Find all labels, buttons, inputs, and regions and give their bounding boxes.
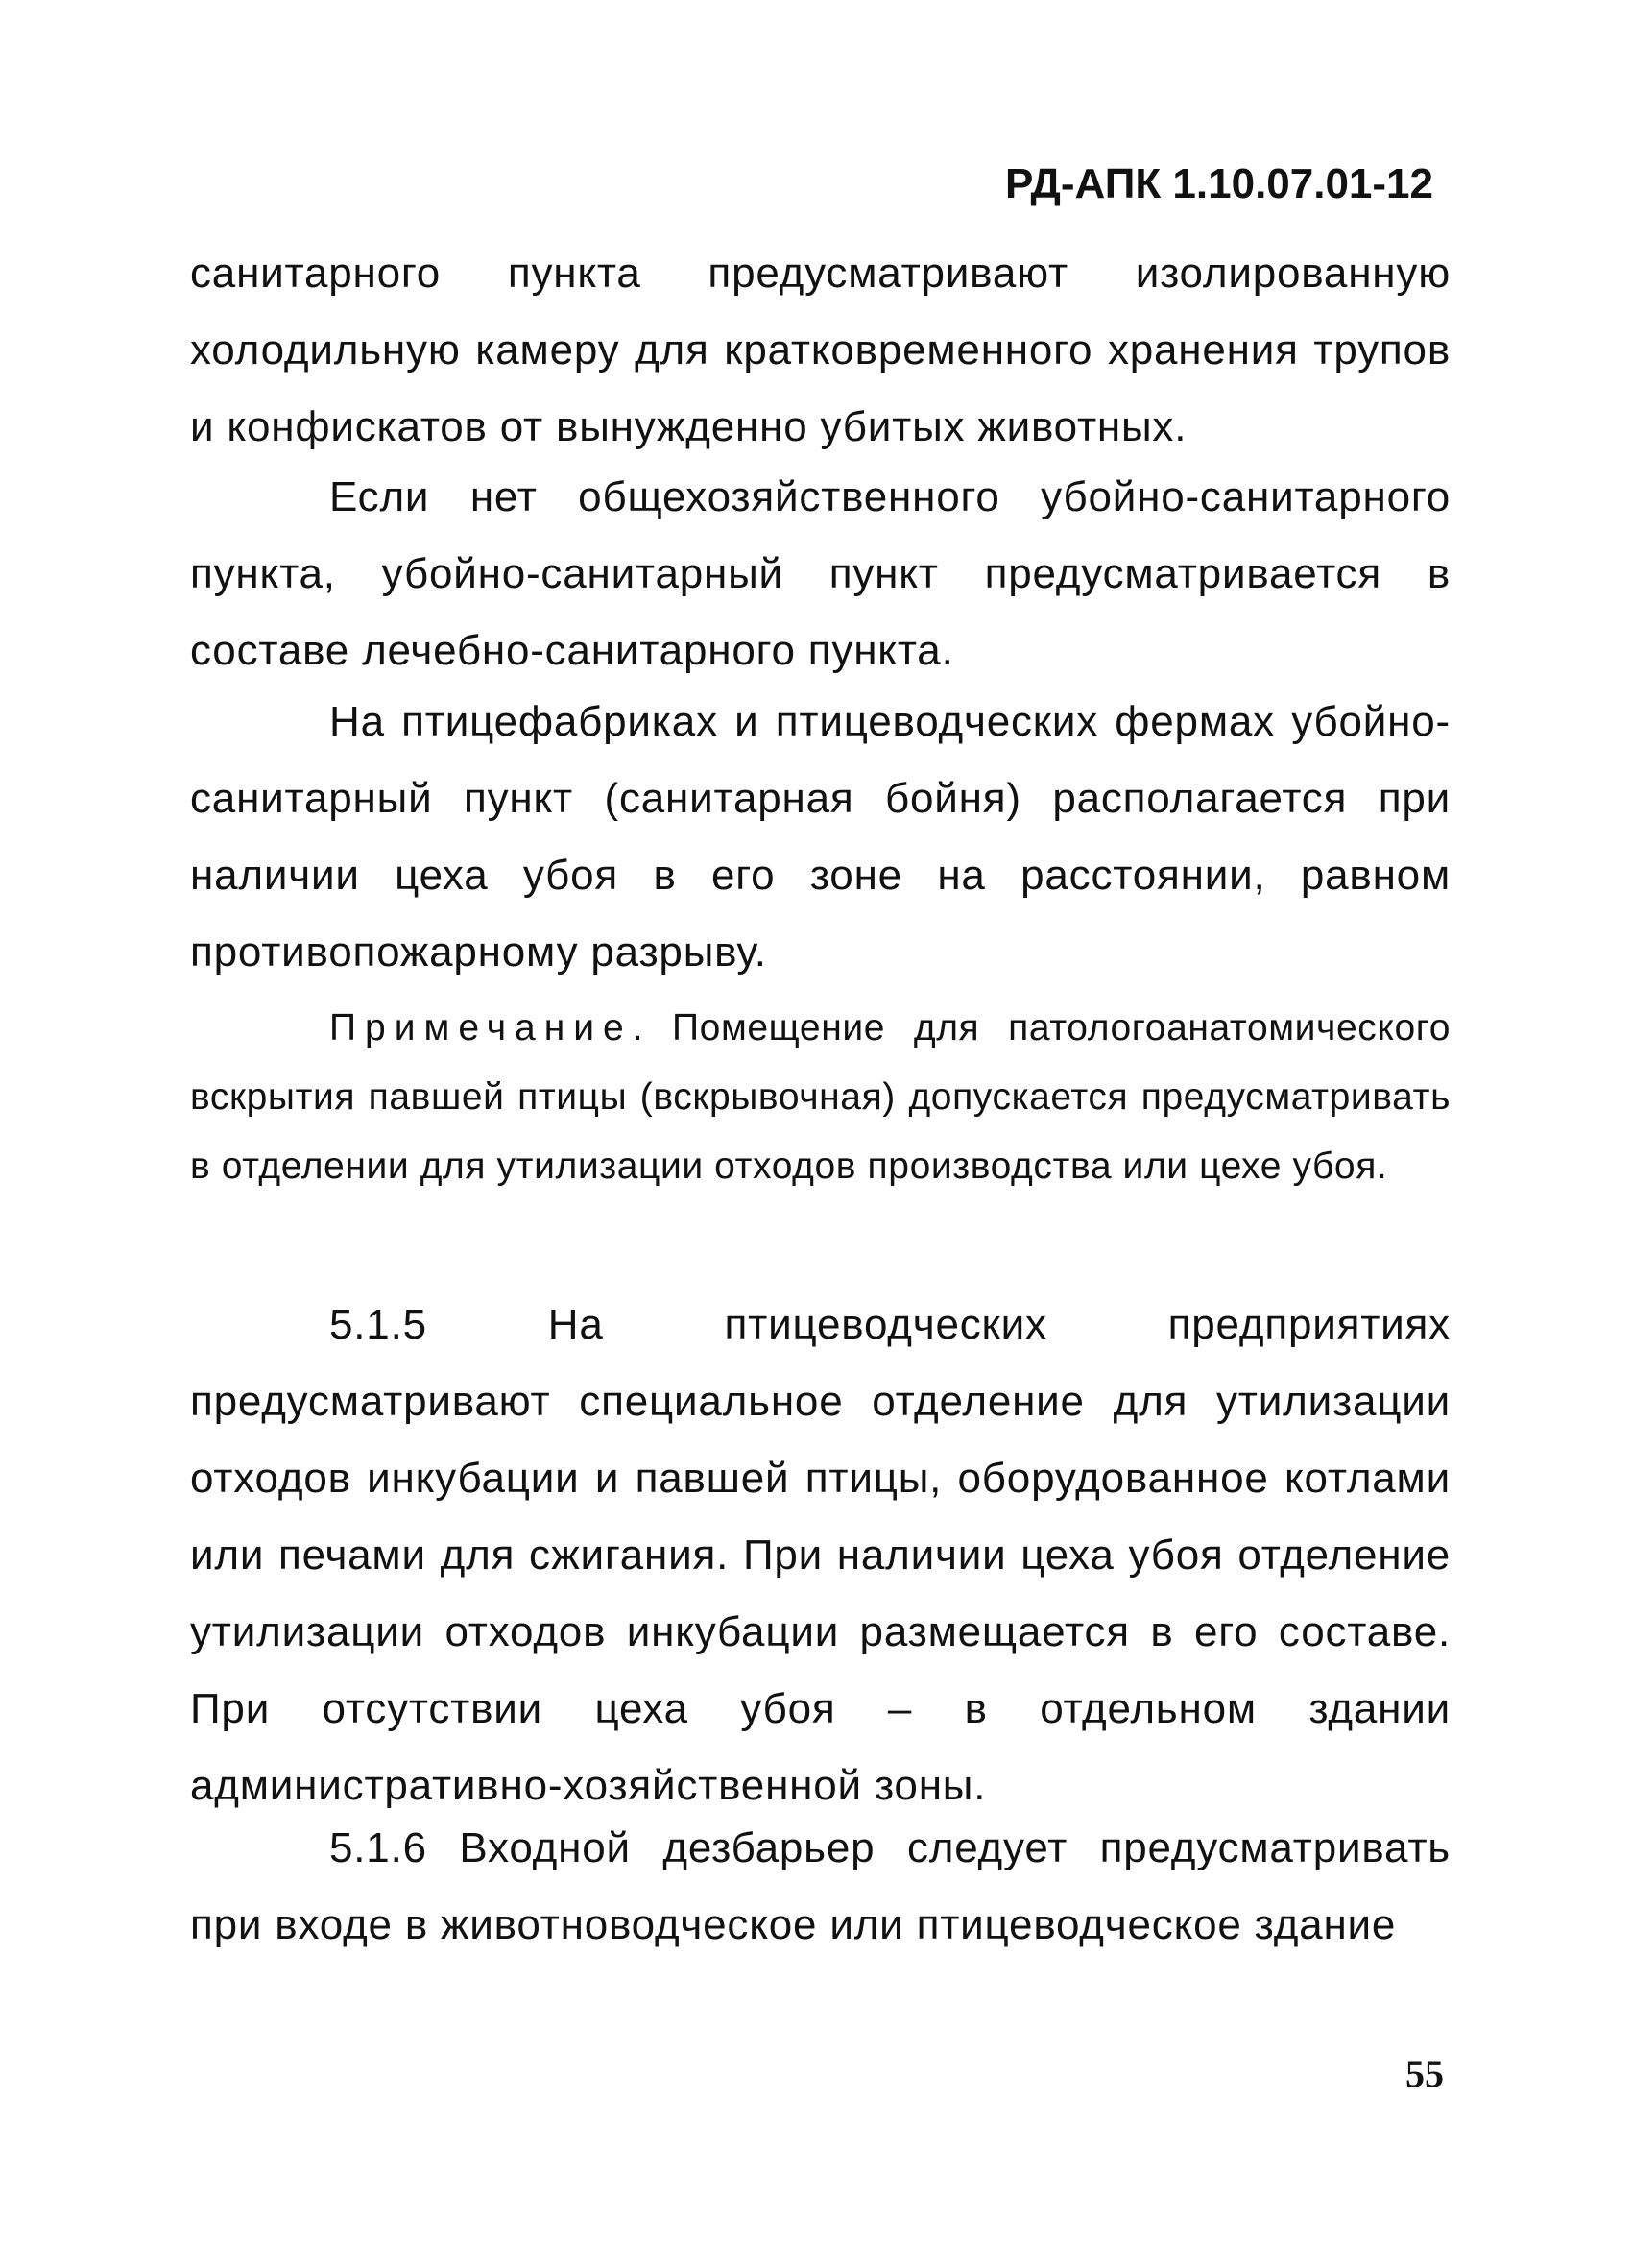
section-5-1-6: 5.1.6 Входной дезбарьер следует предусматривать при входе в животноводческое или птицеводческое здание xyxy=(190,1824,1451,1948)
note-text: . Помещение для патологоанатомического вскрытия павшей птицы (вскрывочная) допускается предусматривать в отделении для утилизации отходов производства или цехе убоя. xyxy=(190,1007,1451,1187)
document-code: РД-АПК 1.10.07.01-12 xyxy=(1004,160,1433,207)
note-paragraph xyxy=(190,994,1451,1201)
paragraph-slaughter-point: Если нет общехозяйственного убойно-санитарного пункта, убойно-санитарный пункт предусматривается в составе лечебно-санитарного пункта. xyxy=(190,473,1451,674)
page-number: 55 xyxy=(1405,2052,1444,2095)
paragraph-poultry-farms: На птицефабриках и птицеводческих фермах убойно-санитарный пункт (санитарная бойня) располагается при наличии цеха убоя в его зоне на расстоянии, равном противопожарному разрыву. xyxy=(190,698,1451,976)
note-label: Примечание xyxy=(329,1007,633,1049)
section-5-1-5: 5.1.5 На птицеводческих предприятиях предусматривают специальное отделение для утилизации отходов инкубации и павшей птицы, оборудованное котлами или печами для сжигания. При наличии цеха убоя отделение утилизации отходов инкубации размещается в его составе. При отсутствии цеха убоя – в отдельном здании административно-хозяйственной зоны. xyxy=(190,1301,1451,1809)
paragraph-cold-chamber: санитарного пункта предусматривают изолированную холодильную камеру для кратковременного хранения трупов и конфискатов от вынужденно убитых животных. xyxy=(190,250,1451,450)
